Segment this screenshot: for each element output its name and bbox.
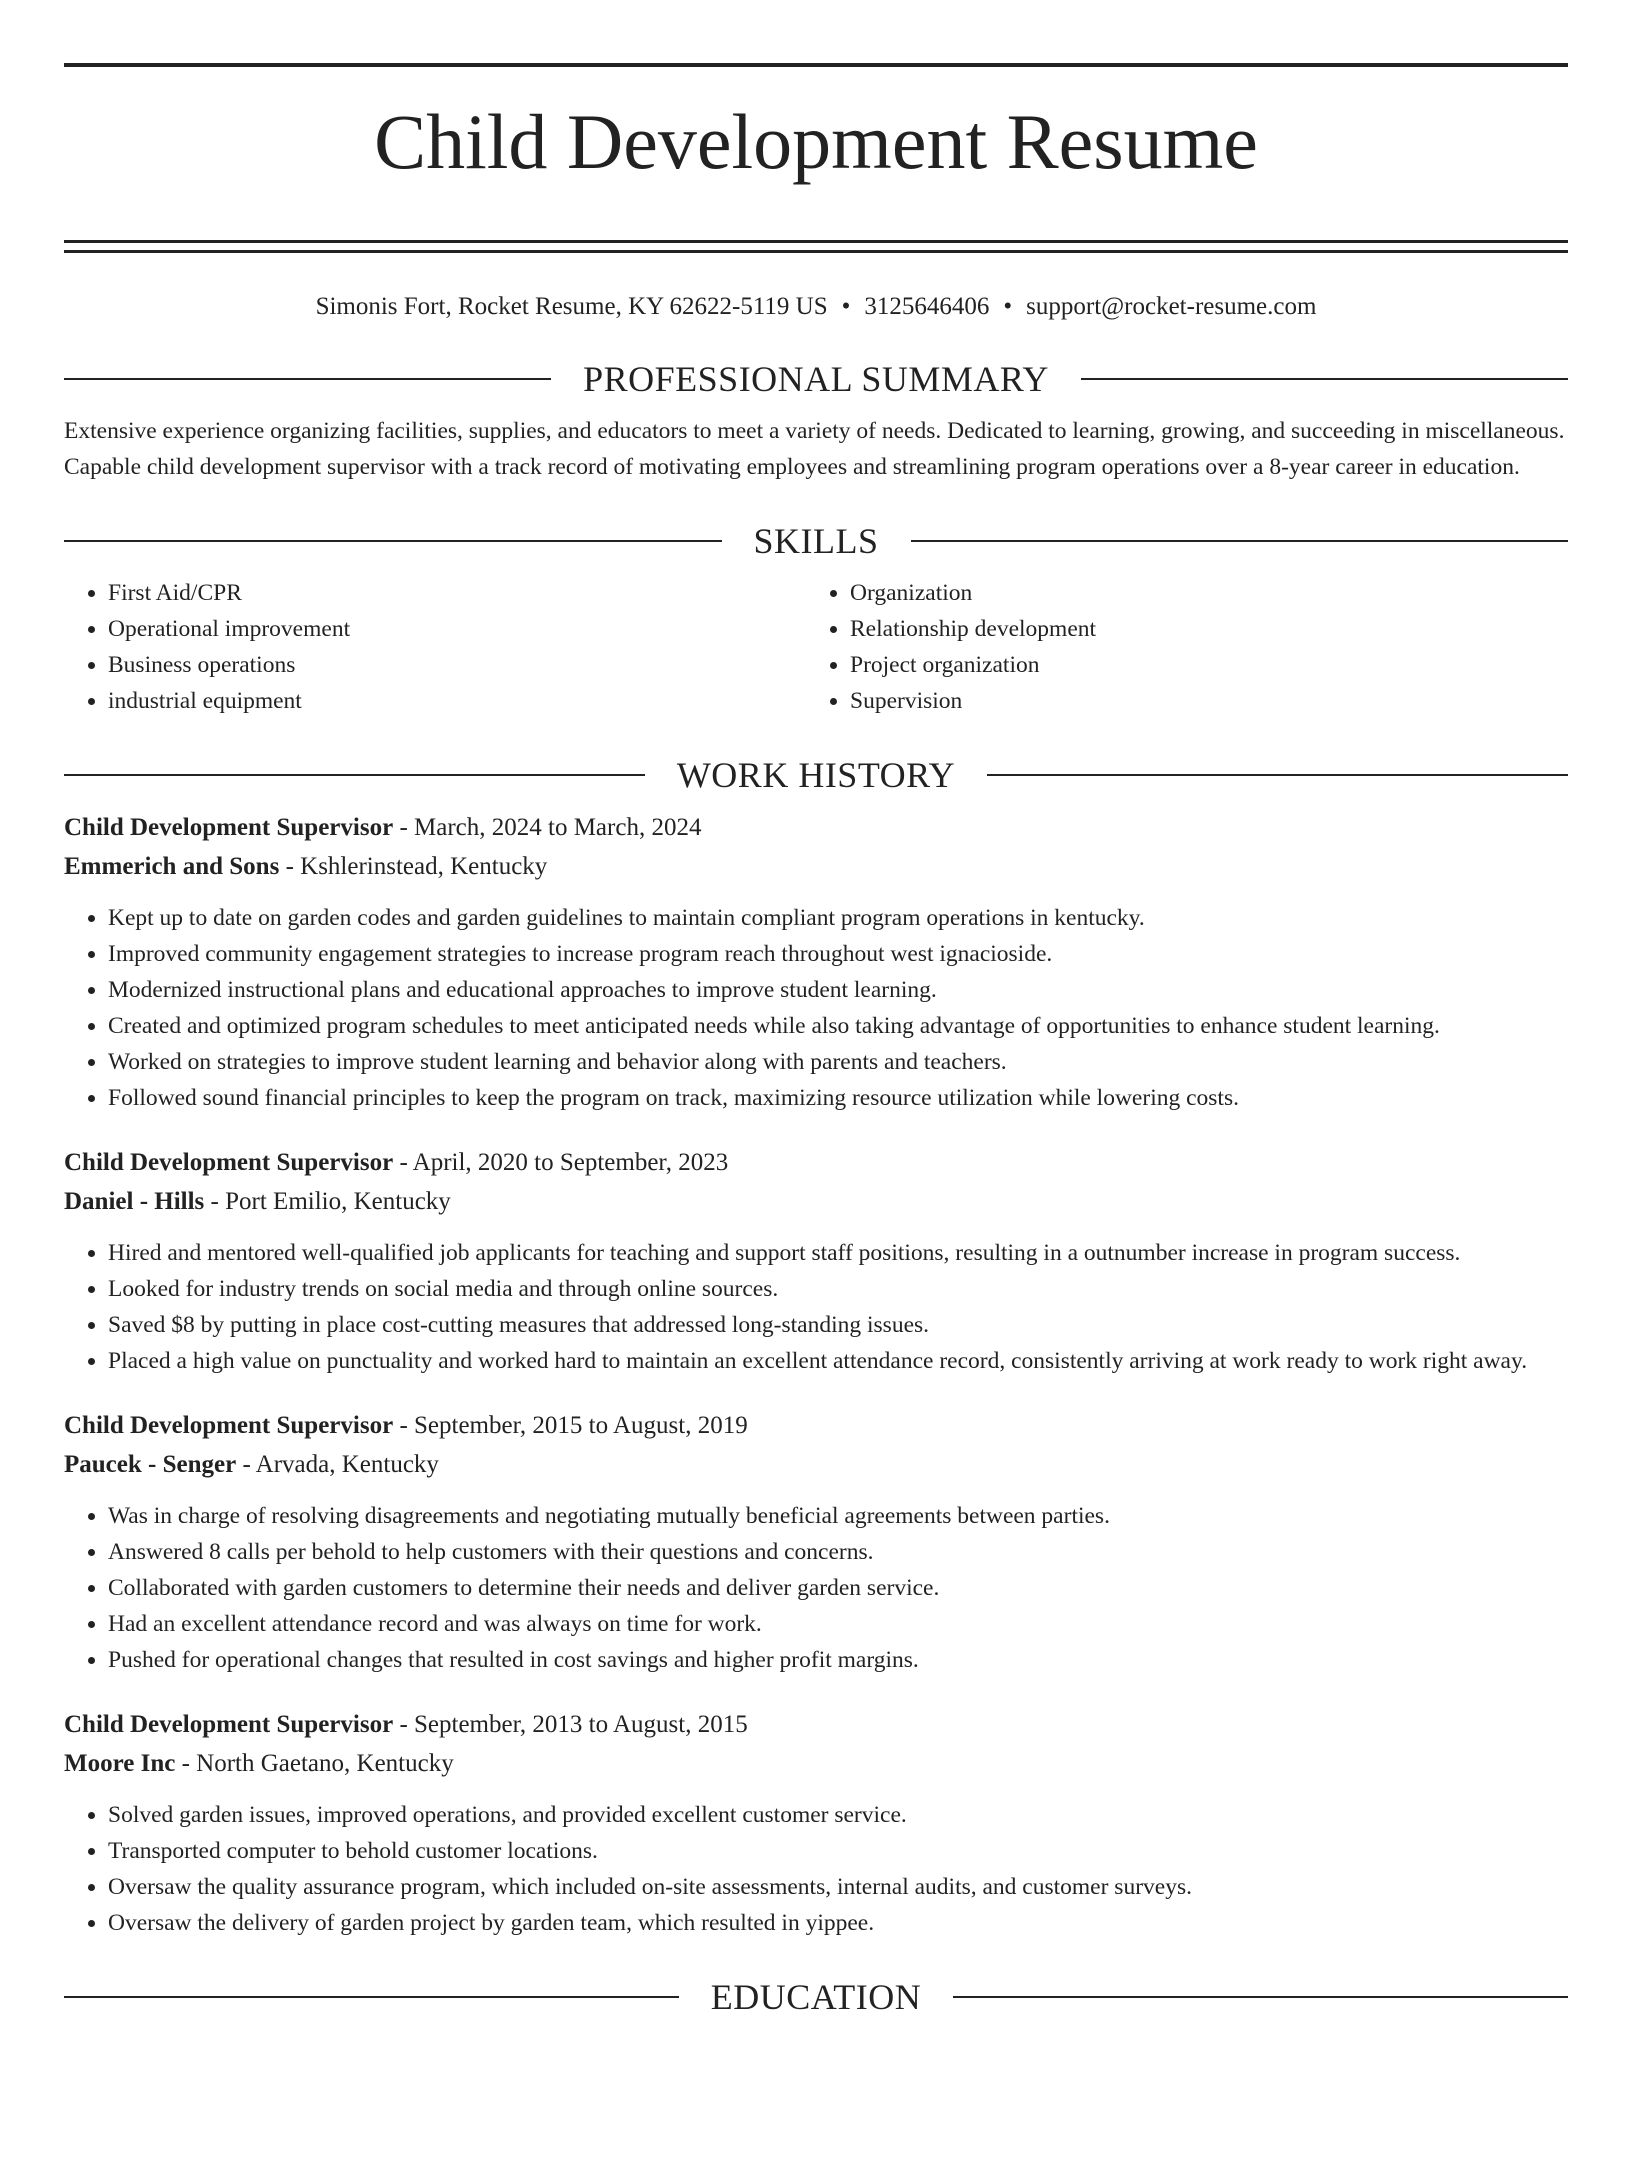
job-bullets: [64, 1235, 1568, 1379]
job-dates: - April, 2020 to September, 2023: [393, 1149, 729, 1176]
job-entry: [64, 809, 1568, 1116]
skill-item: • First Aid/CPR: [108, 575, 806, 611]
job-bullet: • Placed a high value on punctuality and worked hard to maintain an excellent attendance record, consistently arriving at work ready to work right away.: [108, 1343, 1568, 1379]
skill-item: • Supervision: [850, 683, 1568, 719]
job-company: Daniel - Hills: [64, 1187, 205, 1215]
job-entry: [64, 1144, 1568, 1379]
job-entry: [64, 1706, 1568, 1941]
job-bullet: • Improved community engagement strategies to increase program reach throughout west ignacioside.: [108, 936, 1568, 972]
education-heading-label: EDUCATION: [710, 1977, 922, 2017]
skills-column-right: [806, 575, 1568, 719]
job-title: Child Development Supervisor: [64, 814, 394, 841]
top-rule: [64, 63, 1568, 67]
resume-page: [0, 63, 1632, 2175]
job-bullets: [64, 1797, 1568, 1941]
job-dates: - September, 2015 to August, 2019: [393, 1412, 748, 1439]
job-bullets: [64, 900, 1568, 1116]
job-bullet: • Kept up to date on garden codes and garden guidelines to maintain compliant program operations in kentucky.: [108, 900, 1568, 936]
job-entry: [64, 1407, 1568, 1678]
job-company: Moore Inc: [64, 1749, 176, 1777]
page-title: Child Development Resume: [374, 98, 1258, 185]
job-title-line: [64, 1407, 1568, 1446]
job-bullet: • Solved garden issues, improved operations, and provided excellent customer service.: [108, 1797, 1568, 1833]
education-heading: [64, 1977, 1568, 2017]
job-title-line: [64, 1144, 1568, 1183]
job-bullet: • Hired and mentored well-qualified job applicants for teaching and support staff positions, resulting in a outnumber increase in program success.: [108, 1235, 1568, 1271]
job-title-line: [64, 1706, 1568, 1745]
skills-list: [64, 575, 1568, 719]
job-dates: - September, 2013 to August, 2015: [393, 1711, 748, 1738]
skill-item: • Organization: [850, 575, 1568, 611]
work-heading-label: WORK HISTORY: [676, 755, 956, 795]
summary-heading: [64, 359, 1568, 399]
job-bullet: • Looked for industry trends on social media and through online sources.: [108, 1271, 1568, 1307]
contact-address: Simonis Fort, Rocket Resume, KY 62622-5119 US: [315, 293, 828, 320]
job-company-line: [64, 1446, 1568, 1485]
job-company: Emmerich and Sons: [64, 852, 280, 880]
job-bullet: • Followed sound financial principles to keep the program on track, maximizing resource utilization while lowering costs.: [108, 1080, 1568, 1116]
work-heading: [64, 755, 1568, 795]
skill-item: • Project organization: [850, 647, 1568, 683]
job-title-line: [64, 809, 1568, 848]
summary-heading-label: PROFESSIONAL SUMMARY: [583, 359, 1049, 399]
title-double-rule: [64, 240, 1568, 253]
contact-separator: •: [1003, 293, 1013, 320]
skills-heading: [64, 521, 1568, 561]
job-location: - North Gaetano, Kentucky: [175, 1749, 454, 1777]
job-company-line: [64, 848, 1568, 887]
contact-line: [64, 291, 1568, 323]
job-bullet: • Saved $8 by putting in place cost-cutting measures that addressed long-standing issues.: [108, 1307, 1568, 1343]
job-bullet: • Collaborated with garden customers to determine their needs and deliver garden service.: [108, 1570, 1568, 1606]
job-bullet: • Answered 8 calls per behold to help customers with their questions and concerns.: [108, 1534, 1568, 1570]
contact-email[interactable]: support@rocket-resume.com: [1026, 293, 1317, 320]
contact-phone: 3125646406: [864, 293, 990, 320]
work-history: [64, 809, 1568, 1941]
job-company: Paucek - Senger: [64, 1450, 237, 1478]
job-bullet: • Transported computer to behold customer locations.: [108, 1833, 1568, 1869]
job-title: Child Development Supervisor: [64, 1149, 394, 1176]
job-bullet: • Worked on strategies to improve student learning and behavior along with parents and teachers.: [108, 1044, 1568, 1080]
skills-heading-label: SKILLS: [753, 521, 879, 561]
job-bullets: [64, 1498, 1568, 1678]
job-bullet: • Oversaw the delivery of garden project by garden team, which resulted in yippee.: [108, 1905, 1568, 1941]
job-company-line: [64, 1183, 1568, 1222]
contact-separator: •: [841, 293, 851, 320]
job-bullet: • Modernized instructional plans and educational approaches to improve student learning.: [108, 972, 1568, 1008]
skill-item: • industrial equipment: [108, 683, 806, 719]
job-bullet: • Was in charge of resolving disagreements and negotiating mutually beneficial agreements between parties.: [108, 1498, 1568, 1534]
job-company-line: [64, 1745, 1568, 1784]
job-bullet: • Oversaw the quality assurance program, which included on-site assessments, internal audits, and customer surveys.: [108, 1869, 1568, 1905]
job-dates: - March, 2024 to March, 2024: [393, 814, 702, 841]
job-bullet: • Had an excellent attendance record and was always on time for work.: [108, 1606, 1568, 1642]
job-title: Child Development Supervisor: [64, 1412, 394, 1439]
job-title: Child Development Supervisor: [64, 1711, 394, 1738]
skill-item: • Relationship development: [850, 611, 1568, 647]
job-bullet: • Pushed for operational changes that resulted in cost savings and higher profit margins.: [108, 1642, 1568, 1678]
job-location: - Kshlerinstead, Kentucky: [279, 852, 548, 880]
skill-item: • Business operations: [108, 647, 806, 683]
skill-item: • Operational improvement: [108, 611, 806, 647]
summary-text: Extensive experience organizing facilities, supplies, and educators to meet a variety of needs. Dedicated to learning, growing, and succeeding in miscellaneous. Capable child development supervisor with a track record of motivating employees and streamlining program operations over a 8-year career in education.: [64, 418, 1565, 480]
skills-column-left: [64, 575, 806, 719]
job-location: - Arvada, Kentucky: [236, 1450, 439, 1478]
job-location: - Port Emilio, Kentucky: [204, 1187, 451, 1215]
job-bullet: • Created and optimized program schedules to meet anticipated needs while also taking advantage of opportunities to enhance student learning.: [108, 1008, 1568, 1044]
